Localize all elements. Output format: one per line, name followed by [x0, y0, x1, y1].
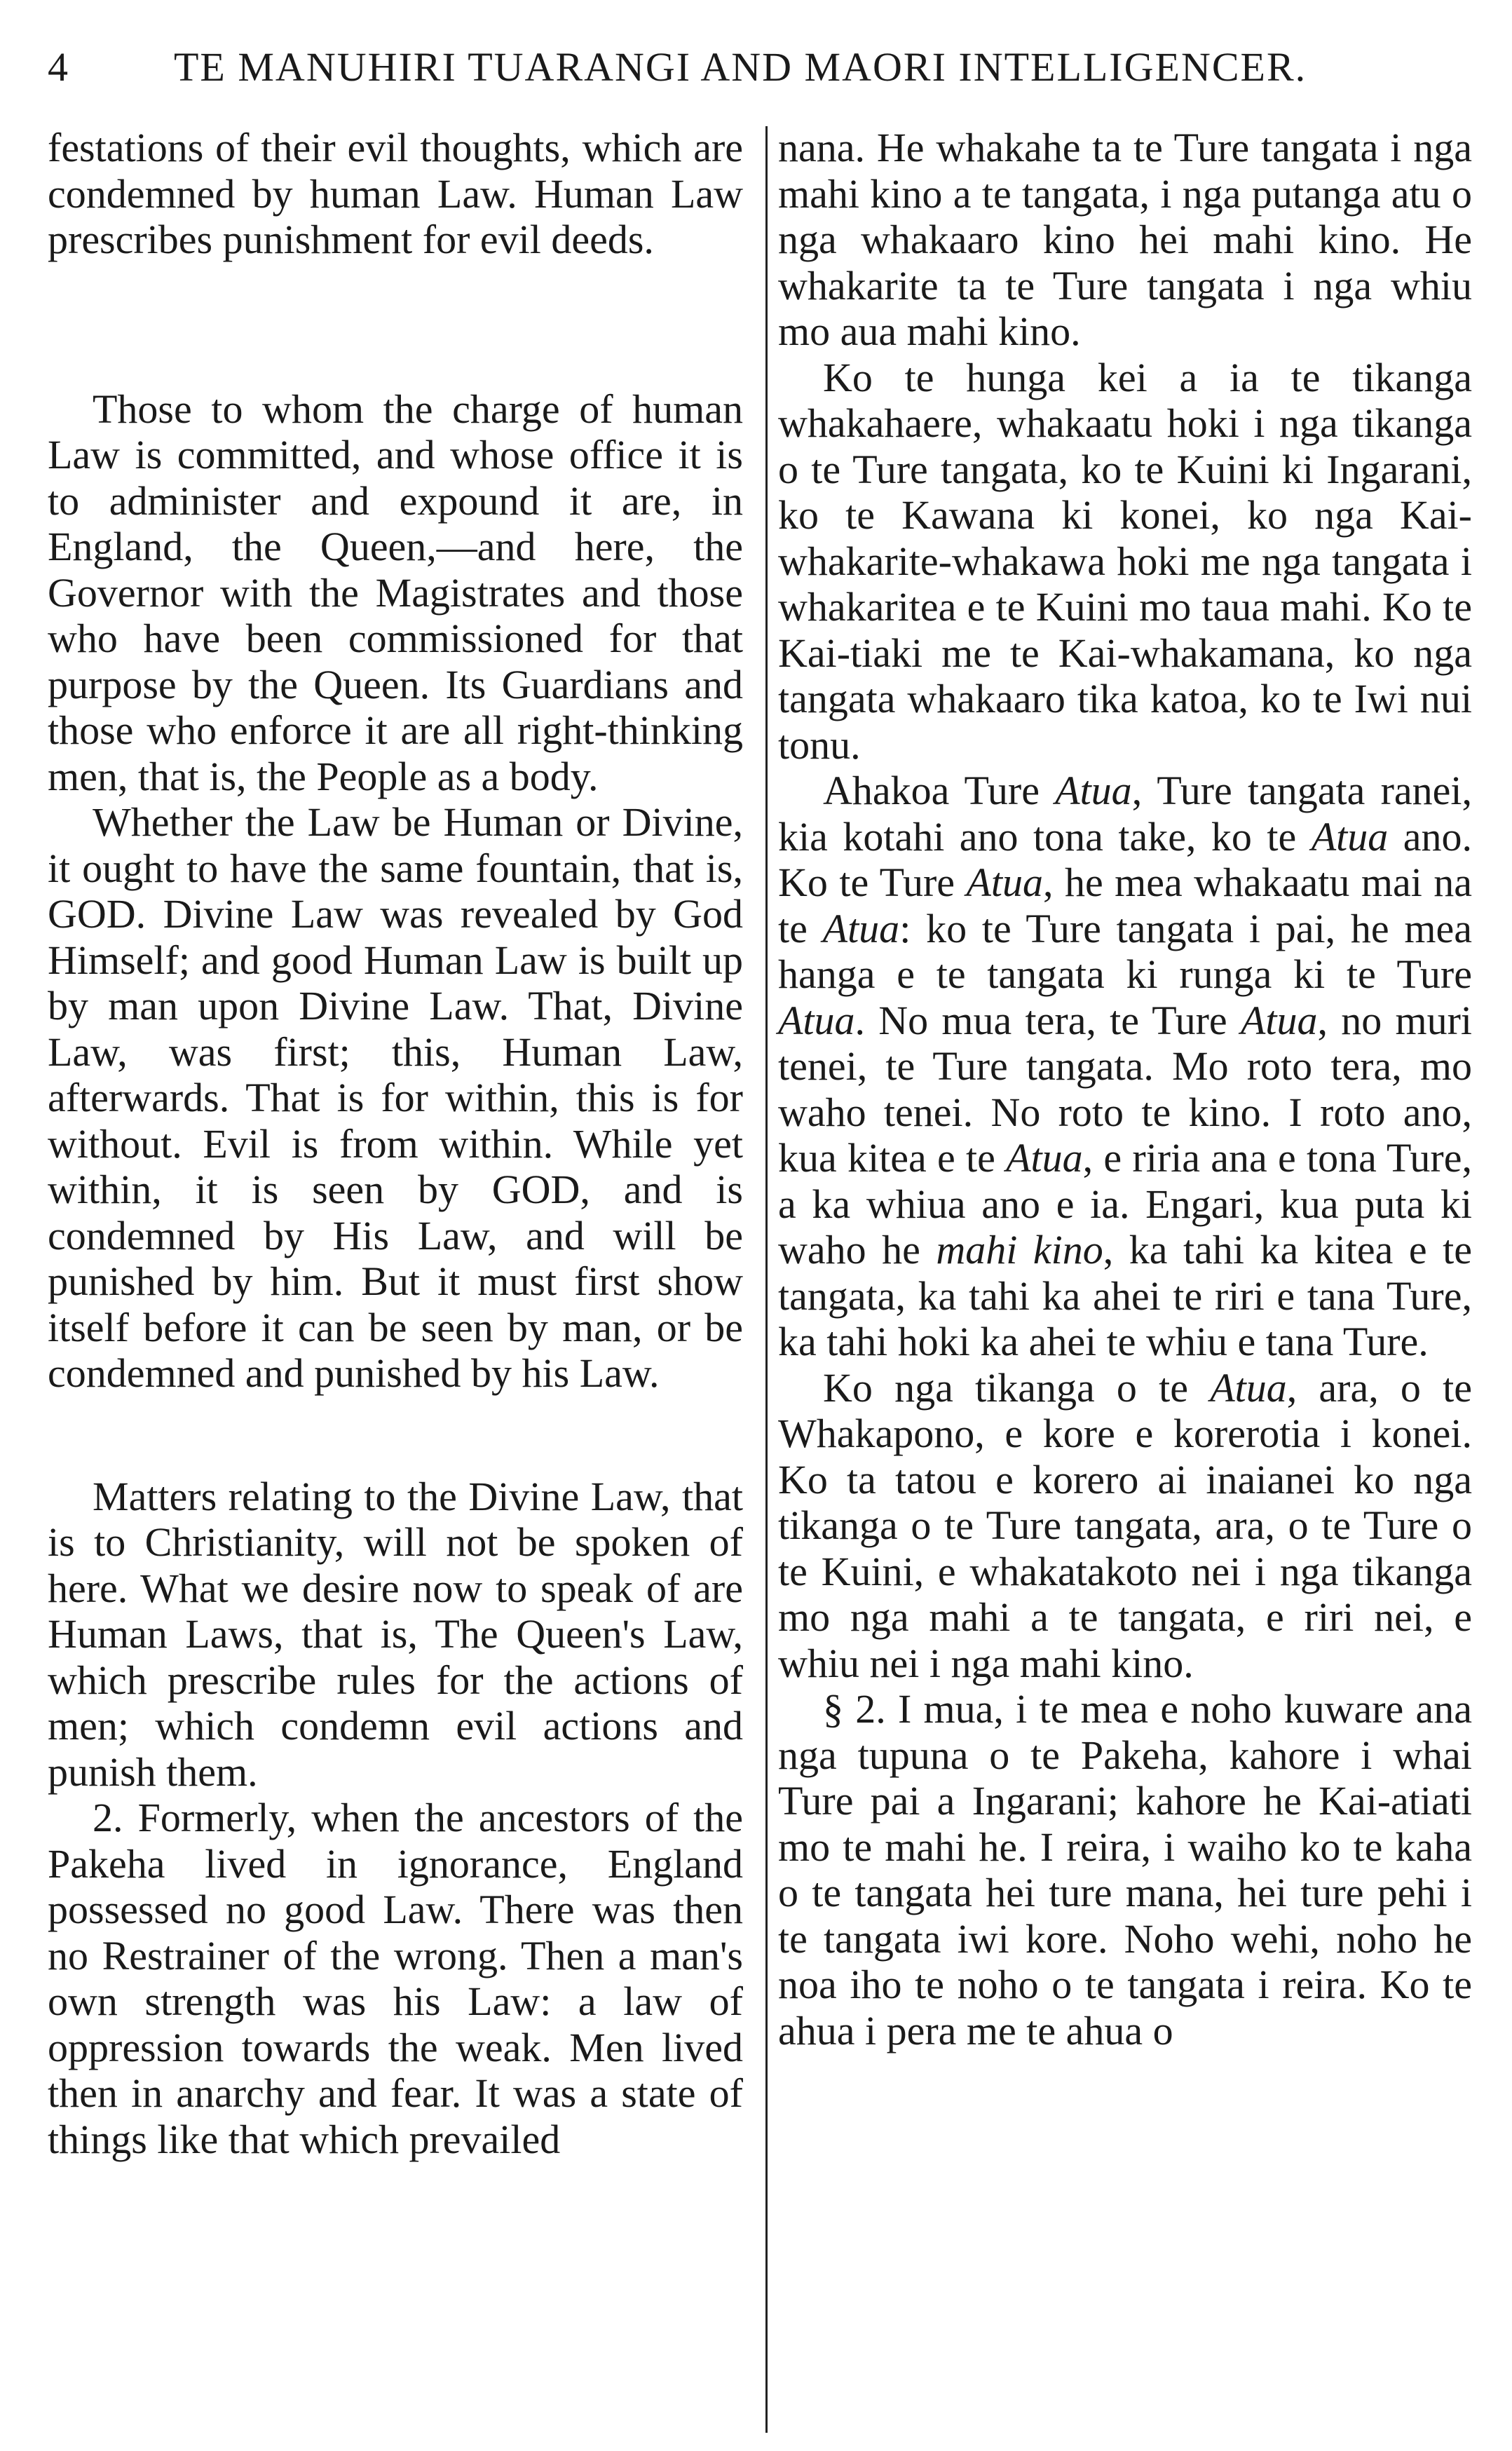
maori-paragraph-4: Ko nga tikanga o te Atua, ara, o te Whakapono, e kore e korerotia i konei. Ko ta tatou e korero ai inaianei ko nga tikanga o te Ture tangata, ara, o te Ture o te Kuini, e whakatakoto nei i nga tikanga mo nga mahi a te tangata, e riri nei, e whiu nei i nga mahi kino.: [778, 1364, 1472, 1686]
english-paragraph-3: Whether the Law be Human or Divine, it ought to have the same fountain, that is, GOD. Divine Law was revealed by God Himself; and good Human Law is built up by man upon Divine Law. That, Divine Law, was first; this, Human Law, afterwards. That is for within, this is for without. Evil is from within. While yet within, it is seen by GOD, and is condemned by His Law, and will be punished by him. But it must first show itself before it can be seen by man, or be condemned and punished by his Law.: [48, 799, 743, 1396]
maori-column: [778, 125, 1472, 2053]
page-header: [48, 43, 1464, 107]
maori-paragraph-1: nana. He whakahe ta te Ture tangata i nga mahi kino a te tangata, i nga putanga atu o nga whakaaro kino hei mahi kino. He whakarite ta te Ture tangata i nga whiu mo aua mahi kino.: [778, 125, 1472, 354]
page-number: 4: [48, 44, 69, 90]
english-column: [48, 125, 743, 2162]
maori-paragraph-2: Ko te hunga kei a ia te tikanga whakahaere, whakaatu hoki i nga tikanga o te Ture tangata, ko te Kuini ki Ingarani, ko te Kawana ki konei, ko nga Kai-whakarite-whakawa hoki me nga tangata i whakaritea e te Kuini mo taua mahi. Ko te Kai-tiaki me te Kai-whakamana, ko nga tangata whakaaro tika katoa, ko te Iwi nui tonu.: [778, 354, 1472, 768]
english-paragraph-1: festations of their evil thoughts, which are condemned by human Law. Human Law prescribes punishment for evil deeds.: [48, 125, 743, 262]
english-paragraph-4: Matters relating to the Divine Law, that is to Christianity, will not be spoken of here. What we desire now to speak of are Human Laws, that is, The Queen's Law, which prescribe rules for the actions of men; which condemn evil actions and punish them.: [48, 1473, 743, 1795]
english-paragraph-2: Those to whom the charge of human Law is committed, and whose office it is to administer and expound it are, in England, the Queen,—and here, the Governor with the Magistrates and those who have been commissioned for that purpose by the Queen. Its Guardians and those who enforce it are all right-thinking men, that is, the People as a body.: [48, 386, 743, 799]
maori-paragraph-5: § 2. I mua, i te mea e noho kuware ana nga tupuna o te Pakeha, kahore i whai Ture pai a Ingarani; kahore he Kai-atiati mo te mahi he. I reira, i waiho ko te kaha o te tangata hei ture mana, hei ture pehi i te tangata iwi kore. Noho wehi, noho he noa iho te noho o te tangata i reira. Ko te ahua i pera me te ahua o: [778, 1686, 1472, 2053]
newspaper-title: TE MANUHIRI TUARANGI AND MAORI INTELLIGENCER.: [174, 44, 1307, 90]
column-divider: [765, 126, 768, 2433]
maori-paragraph-3: Ahakoa Ture Atua, Ture tangata ranei, kia kotahi ano tona take, ko te Atua ano. Ko te Ture Atua, he mea whakaatu mai na te Atua: ko te Ture tangata i pai, he mea hanga e te tangata ki runga ki te Ture Atua. No mua tera, te Ture Atua, no muri tenei, te Ture tangata. Mo roto tera, mo waho tenei. No roto te kino. I roto ano, kua kitea e te Atua, e riria ana e tona Ture, a ka whiua ano e ia. Engari, kua puta ki waho he mahi kino, ka tahi ka kitea e te tangata, ka tahi ka ahei te riri e tana Ture, ka tahi hoki ka ahei te whiu e tana Ture.: [778, 768, 1473, 1364]
english-paragraph-5: 2. Formerly, when the ancestors of the Pakeha lived in ignorance, England possessed no good Law. There was then no Restrainer of the wrong. Then a man's own strength was his Law: a law of oppression towards the weak. Men lived then in anarchy and fear. It was a state of things like that which prevailed: [48, 1795, 743, 2162]
